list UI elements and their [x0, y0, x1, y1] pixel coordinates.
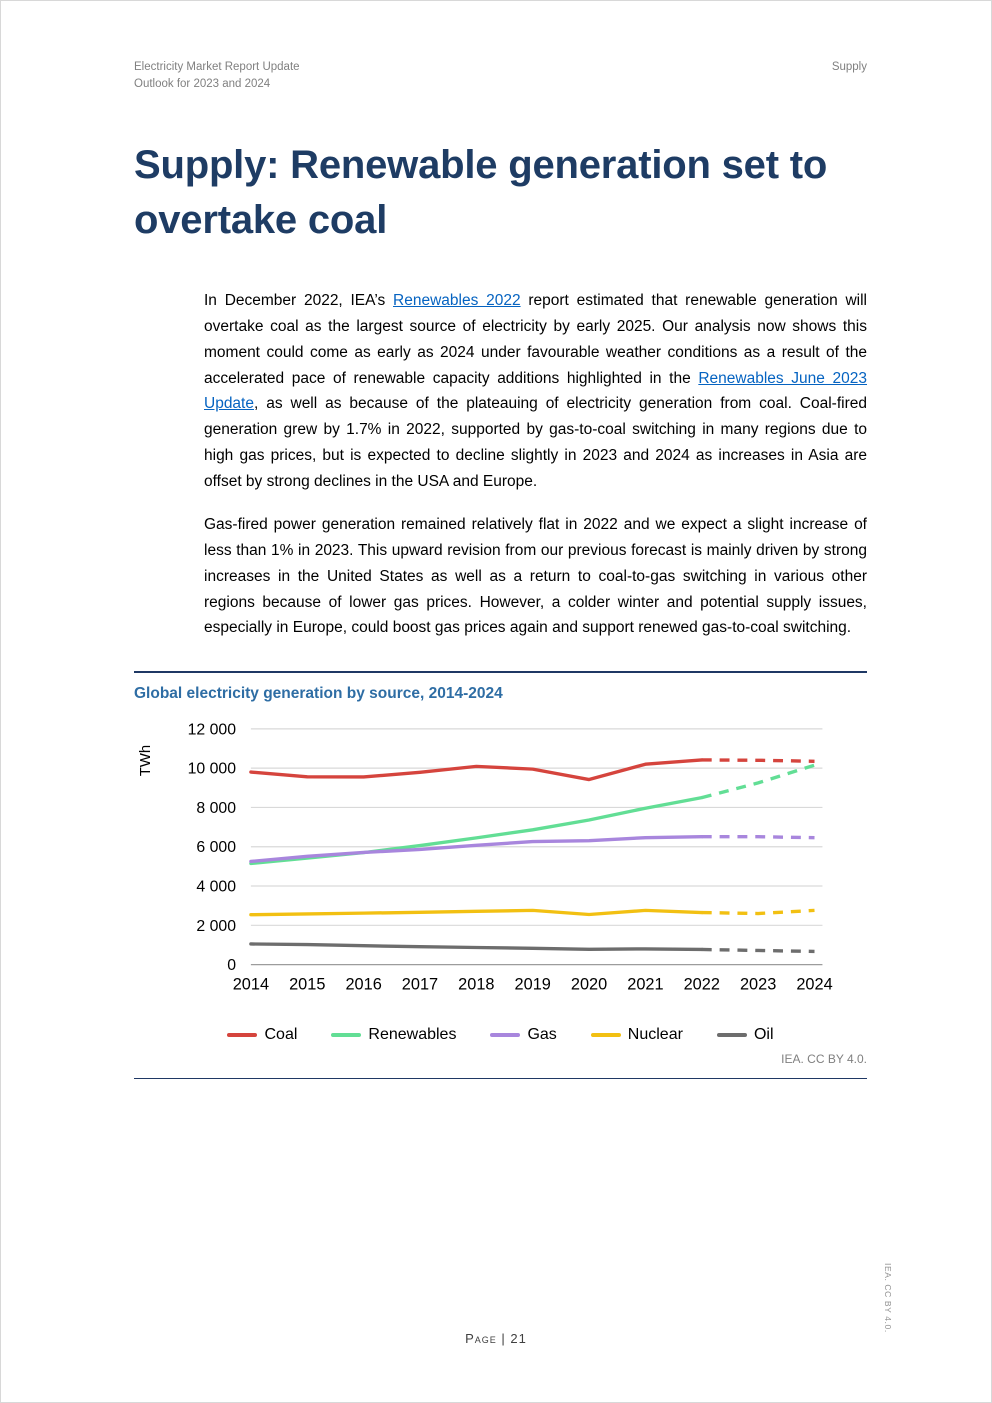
svg-text:2017: 2017 [401, 975, 439, 994]
header-section-label: Supply [831, 61, 867, 73]
legend-item-renewables [331, 1026, 456, 1044]
paragraph-1-seg3: , as well as because of the plateauing of electricity generation from coal. Coal-fired generation grew by 1.7% in 2022, supported by gas-to-coal switching in many regions due to high gas prices, but is expected to decline slightly in 2023 and 2024 as increases in Asia are offset by strong declines in the USA and Europe. [204, 395, 867, 490]
report-title: Electricity Market Report Update [134, 61, 300, 73]
svg-text:2014: 2014 [232, 975, 270, 994]
svg-text:0: 0 [227, 957, 237, 975]
renewables-june-2023-update-link[interactable]: Renewables June 2023 Update [204, 369, 867, 413]
renewables-2022-link[interactable]: Renewables 2022 [393, 291, 521, 309]
svg-text:2016: 2016 [345, 975, 382, 994]
paragraph-1-seg1: In December 2022, IEA’s [204, 291, 394, 309]
legend-label-oil: Oil [753, 1026, 774, 1044]
chart-area [134, 713, 867, 1012]
legend-label-gas: Gas [527, 1026, 557, 1044]
legend-item-coal [227, 1026, 297, 1044]
chart-title: Global electricity generation by source, 2014-2024 [134, 685, 503, 703]
svg-text:12 000: 12 000 [187, 721, 237, 739]
page-number: Page | 21 [465, 1331, 527, 1346]
legend-label-nuclear: Nuclear [627, 1026, 683, 1044]
svg-text:2021: 2021 [627, 975, 664, 994]
section-divider [134, 1078, 867, 1079]
header-left [134, 59, 300, 94]
svg-text:2023: 2023 [739, 975, 777, 994]
chart-attribution: IEA. CC BY 4.0. [781, 1052, 867, 1067]
legend-label-renewables: Renewables [368, 1026, 457, 1044]
report-subtitle: Outlook for 2023 and 2024 [134, 78, 271, 91]
svg-text:TWh: TWh [137, 745, 154, 777]
legend-item-gas [490, 1026, 556, 1044]
nuclear-line-icon [591, 1033, 621, 1037]
svg-text:2015: 2015 [289, 975, 326, 994]
renewables-line-icon [331, 1033, 361, 1037]
svg-text:2018: 2018 [458, 975, 495, 994]
svg-text:2 000: 2 000 [196, 918, 237, 936]
legend-item-nuclear [591, 1026, 683, 1044]
page-title: Supply: Renewable generation set to overtake coal [134, 142, 828, 242]
svg-text:10 000: 10 000 [187, 760, 237, 778]
svg-text:2020: 2020 [570, 975, 608, 994]
svg-text:4 000: 4 000 [196, 878, 237, 896]
svg-text:2024: 2024 [796, 975, 833, 994]
gas-line-icon [490, 1033, 520, 1037]
svg-text:8 000: 8 000 [196, 800, 237, 818]
body-text [204, 288, 867, 641]
chart-legend [134, 1026, 867, 1044]
page-header [134, 1, 867, 94]
svg-text:2019: 2019 [514, 975, 551, 994]
coal-line-icon [227, 1033, 257, 1037]
chart-section [134, 671, 867, 1079]
side-license-note: IEA. CC BY 4.0. [883, 1263, 893, 1333]
svg-text:6 000: 6 000 [196, 839, 237, 857]
legend-item-oil [717, 1026, 774, 1044]
paragraph-1 [204, 288, 867, 495]
svg-text:2022: 2022 [683, 975, 720, 994]
legend-label-coal: Coal [264, 1026, 298, 1044]
paragraph-1-seg2: report estimated that renewable generation will overtake coal as the largest source of electricity by early 2025. Our analysis now shows this moment could come as early as 2024 under favourable weather conditions as a result of the accelerated pace of renewable capacity additions highlighted in the [204, 291, 868, 387]
paragraph-2: Gas-fired power generation remained relatively flat in 2022 and we expect a slight increase of less than 1% in 2023. This upward revision from our previous forecast is mainly driven by strong increases in the United States as well as a return to coal-to-gas switching in various other regions because of lower gas prices. However, a colder winter and potential supply issues, especially in Europe, could boost gas prices again and support renewed gas-to-coal switching. [204, 515, 867, 637]
oil-line-icon [717, 1033, 747, 1037]
generation-line-chart [134, 713, 869, 1012]
